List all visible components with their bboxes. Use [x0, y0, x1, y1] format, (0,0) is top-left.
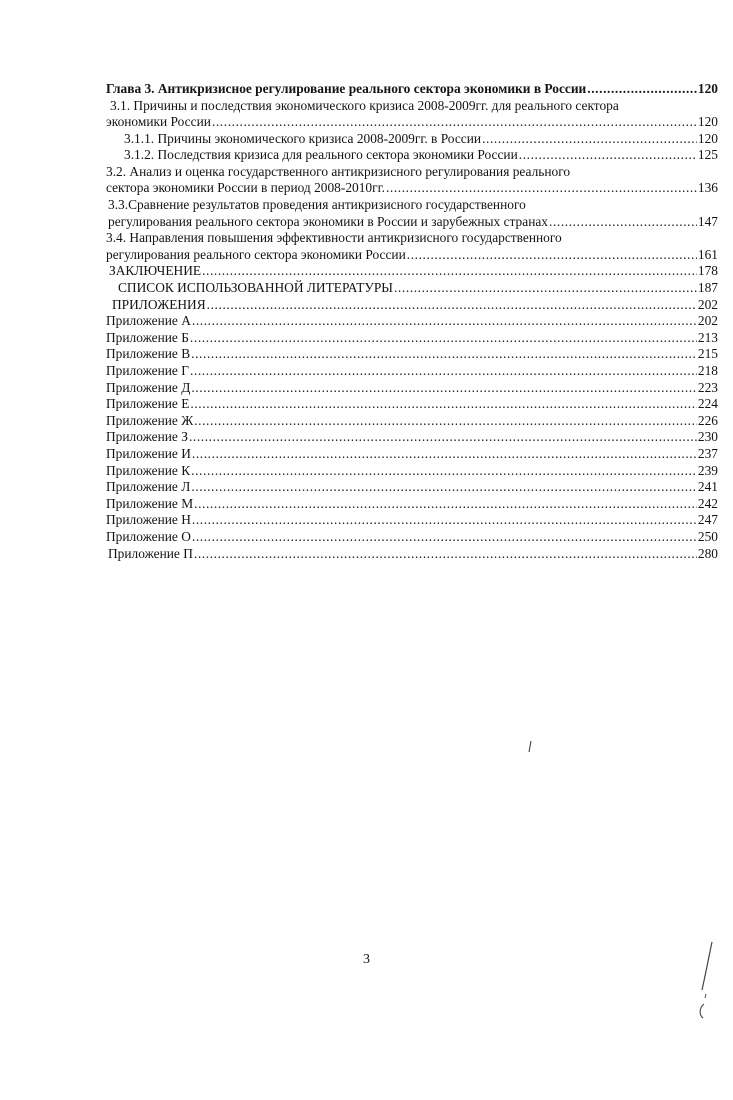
toc-entry-appendix — [106, 413, 718, 430]
toc-entry-title: Приложение М — [106, 495, 194, 511]
toc-leader-dots — [587, 80, 697, 98]
toc-entry-page: 178 — [697, 263, 718, 279]
toc-leader-dots — [549, 214, 697, 231]
toc-entry-page: 218 — [697, 363, 718, 378]
toc-entry-title: СПИСОК ИСПОЛЬЗОВАННОЙ ЛИТЕРАТУРЫ — [118, 280, 393, 296]
toc-entry-title-cont: регулирования реального сектора экономики России — [106, 246, 406, 262]
toc-entry-title: Приложение Ж — [106, 412, 194, 428]
toc-entry-title: 3.3.Сравнение результатов проведения антикризисного государственного — [108, 197, 526, 213]
toc-leader-dots — [192, 313, 697, 330]
toc-entry-page: 125 — [697, 147, 718, 163]
toc-entry-appendices — [106, 297, 718, 314]
toc-entry-title: Приложение Б — [106, 329, 189, 345]
toc-entry-title: Приложение К — [106, 462, 191, 478]
toc-entry-title: Приложение О — [106, 528, 191, 544]
toc-entry-page: 120 — [697, 130, 718, 146]
toc-leader-dots — [194, 496, 697, 513]
toc-leader-dots — [386, 180, 697, 197]
toc-entry-appendix — [106, 313, 718, 330]
toc-entry-3-1-line1 — [106, 98, 718, 115]
toc-entry-appendix — [106, 446, 718, 463]
toc-entry-page: 136 — [697, 180, 718, 196]
appendix-list — [106, 313, 718, 562]
toc-entry-title: Приложение А — [106, 313, 191, 329]
toc-entry-page: 213 — [697, 329, 718, 345]
toc-entry-3-4-line2 — [106, 247, 718, 264]
toc-entry-page: 120 — [697, 114, 718, 130]
toc-entry-title: 3.1. Причины и последствия экономического кризиса 2008-2009гг. для реального сектора — [110, 97, 619, 113]
toc-entry-title: Глава 3. Антикризисное регулирование реального сектора экономики в России — [106, 81, 587, 96]
toc-entry-page: 250 — [697, 528, 718, 544]
toc-entry-title-cont: регулирования реального сектора экономики в России и зарубежных странах — [108, 213, 548, 229]
scan-mark — [526, 740, 534, 754]
toc-entry-chapter-3 — [106, 80, 718, 98]
toc-entry-page: 187 — [697, 280, 718, 296]
toc-entry-title: Приложение Е — [106, 396, 190, 412]
toc-entry-3-2-line1 — [106, 164, 718, 181]
toc-leader-dots — [192, 512, 697, 529]
toc-entry-3-3-line1 — [106, 197, 718, 214]
toc-entry-appendix — [106, 429, 718, 446]
toc-entry-title: Приложение З — [106, 429, 188, 445]
toc-entry-page: 215 — [697, 346, 718, 362]
toc-leader-dots — [191, 380, 697, 397]
toc-leader-dots — [191, 479, 697, 496]
toc-entry-3-2-line2 — [106, 180, 718, 197]
toc-entry-title: 3.2. Анализ и оценка государственного антикризисного регулирования реального — [106, 163, 571, 179]
toc-entry-page: 247 — [697, 512, 718, 528]
toc-entry-title: ЗАКЛЮЧЕНИЕ — [109, 263, 202, 279]
toc-entry-page: 239 — [697, 462, 718, 478]
toc-entry-page: 161 — [697, 246, 718, 262]
toc-entry-3-1-line2 — [106, 114, 718, 131]
toc-entry-appendix — [106, 479, 718, 496]
toc-entry-appendix — [106, 463, 718, 480]
toc-leader-dots — [189, 429, 697, 446]
toc-entry-page: 226 — [697, 412, 718, 428]
toc-leader-dots — [192, 446, 697, 463]
toc-entry-appendix — [106, 546, 718, 563]
toc-entry-title: 3.4. Направления повышения эффективности антикризисного государственного — [106, 230, 562, 246]
toc-entry-page: 230 — [697, 429, 718, 445]
toc-leader-dots — [207, 297, 697, 314]
toc-leader-dots — [482, 131, 697, 148]
toc-leader-dots — [191, 346, 697, 363]
toc-entry-appendix — [106, 496, 718, 513]
toc-entry-references — [106, 280, 718, 297]
toc-entry-page: 202 — [697, 313, 718, 329]
pen-stroke-mark — [690, 938, 720, 1028]
toc-leader-dots — [194, 546, 697, 563]
toc-entry-title: Приложение Г — [106, 363, 189, 378]
toc-entry-page: 280 — [697, 545, 718, 561]
toc-entry-title: Приложение В — [106, 346, 191, 362]
toc-entry-title: Приложение Л — [106, 479, 191, 495]
table-of-contents — [106, 80, 718, 562]
toc-leader-dots — [192, 529, 697, 546]
toc-entry-title: Приложение И — [106, 445, 191, 461]
toc-leader-dots — [212, 114, 697, 131]
toc-entry-title-cont: сектора экономики России в период 2008-2010гг. — [106, 180, 385, 196]
toc-entry-page: 147 — [697, 213, 718, 229]
toc-entry-page: 202 — [697, 296, 718, 312]
toc-leader-dots — [202, 263, 697, 280]
toc-entry-title: Приложение Д — [106, 379, 191, 395]
toc-leader-dots — [194, 413, 697, 430]
toc-leader-dots — [394, 280, 697, 297]
toc-entry-3-1-1 — [106, 131, 718, 148]
toc-entry-appendix — [106, 330, 718, 347]
toc-leader-dots — [190, 396, 697, 413]
page-number: 3 — [363, 952, 370, 967]
toc-entry-3-1-2 — [106, 147, 718, 164]
toc-leader-dots — [190, 330, 697, 347]
toc-entry-appendix — [106, 396, 718, 413]
toc-entry-conclusion — [106, 263, 718, 280]
toc-entry-page: 237 — [697, 445, 718, 461]
toc-leader-dots — [190, 363, 697, 380]
toc-leader-dots — [407, 247, 697, 264]
toc-leader-dots — [191, 463, 697, 480]
toc-entry-title: ПРИЛОЖЕНИЯ — [112, 296, 206, 312]
toc-entry-page: 242 — [697, 495, 718, 511]
toc-entry-appendix — [106, 346, 718, 363]
toc-entry-title: Приложение П — [108, 545, 193, 561]
toc-entry-page: 241 — [697, 479, 718, 495]
toc-entry-page: 223 — [697, 379, 718, 395]
toc-entry-3-3-line2 — [106, 214, 718, 231]
toc-entry-appendix — [106, 529, 718, 546]
toc-entry-title: Приложение Н — [106, 512, 191, 528]
toc-entry-title: 3.1.2. Последствия кризиса для реального сектора экономики России — [124, 147, 518, 163]
toc-entry-title: 3.1.1. Причины экономического кризиса 2008-2009гг. в России — [124, 130, 482, 146]
toc-leader-dots — [519, 147, 697, 164]
toc-entry-3-4-line1 — [106, 230, 718, 247]
toc-entry-appendix — [106, 363, 718, 380]
toc-entry-appendix — [106, 512, 718, 529]
toc-entry-title-cont: экономики России — [106, 114, 211, 130]
toc-entry-page: 120 — [697, 81, 718, 96]
toc-entry-appendix — [106, 380, 718, 397]
toc-entry-page: 224 — [697, 396, 718, 412]
